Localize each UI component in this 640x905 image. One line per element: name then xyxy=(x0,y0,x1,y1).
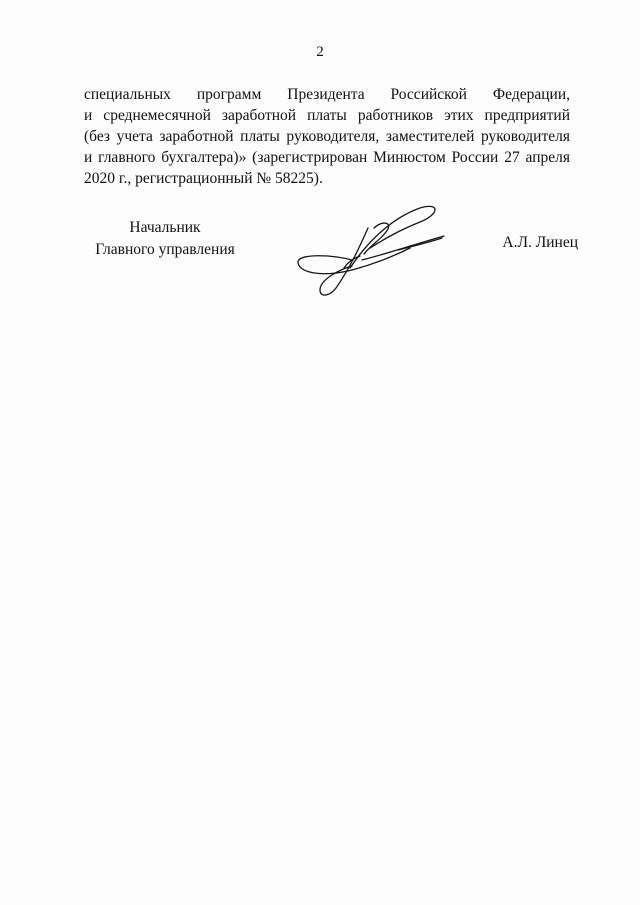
page-number: 2 xyxy=(316,44,324,60)
body-line-4: и главного бухгалтера)» (зарегистрирован Минюстом России 27 апреля xyxy=(84,149,570,166)
body-line-1: специальных программ Президента Российской Федерации, xyxy=(84,86,570,103)
handwritten-signature xyxy=(290,198,450,306)
signatory-title-line-2: Главного управления xyxy=(95,241,235,258)
body-line-3: (без учета заработной платы руководителя, заместителей руководителя xyxy=(84,128,570,145)
signatory-title xyxy=(80,217,250,261)
signatory-name: А.Л. Линец xyxy=(502,234,578,251)
body-paragraph xyxy=(84,84,570,189)
signatory-title-line-1: Начальник xyxy=(129,219,201,236)
body-line-5: 2020 г., регистрационный № 58225). xyxy=(84,170,323,187)
body-line-2: и среднемесячной заработной платы работников этих предприятий xyxy=(84,107,570,124)
